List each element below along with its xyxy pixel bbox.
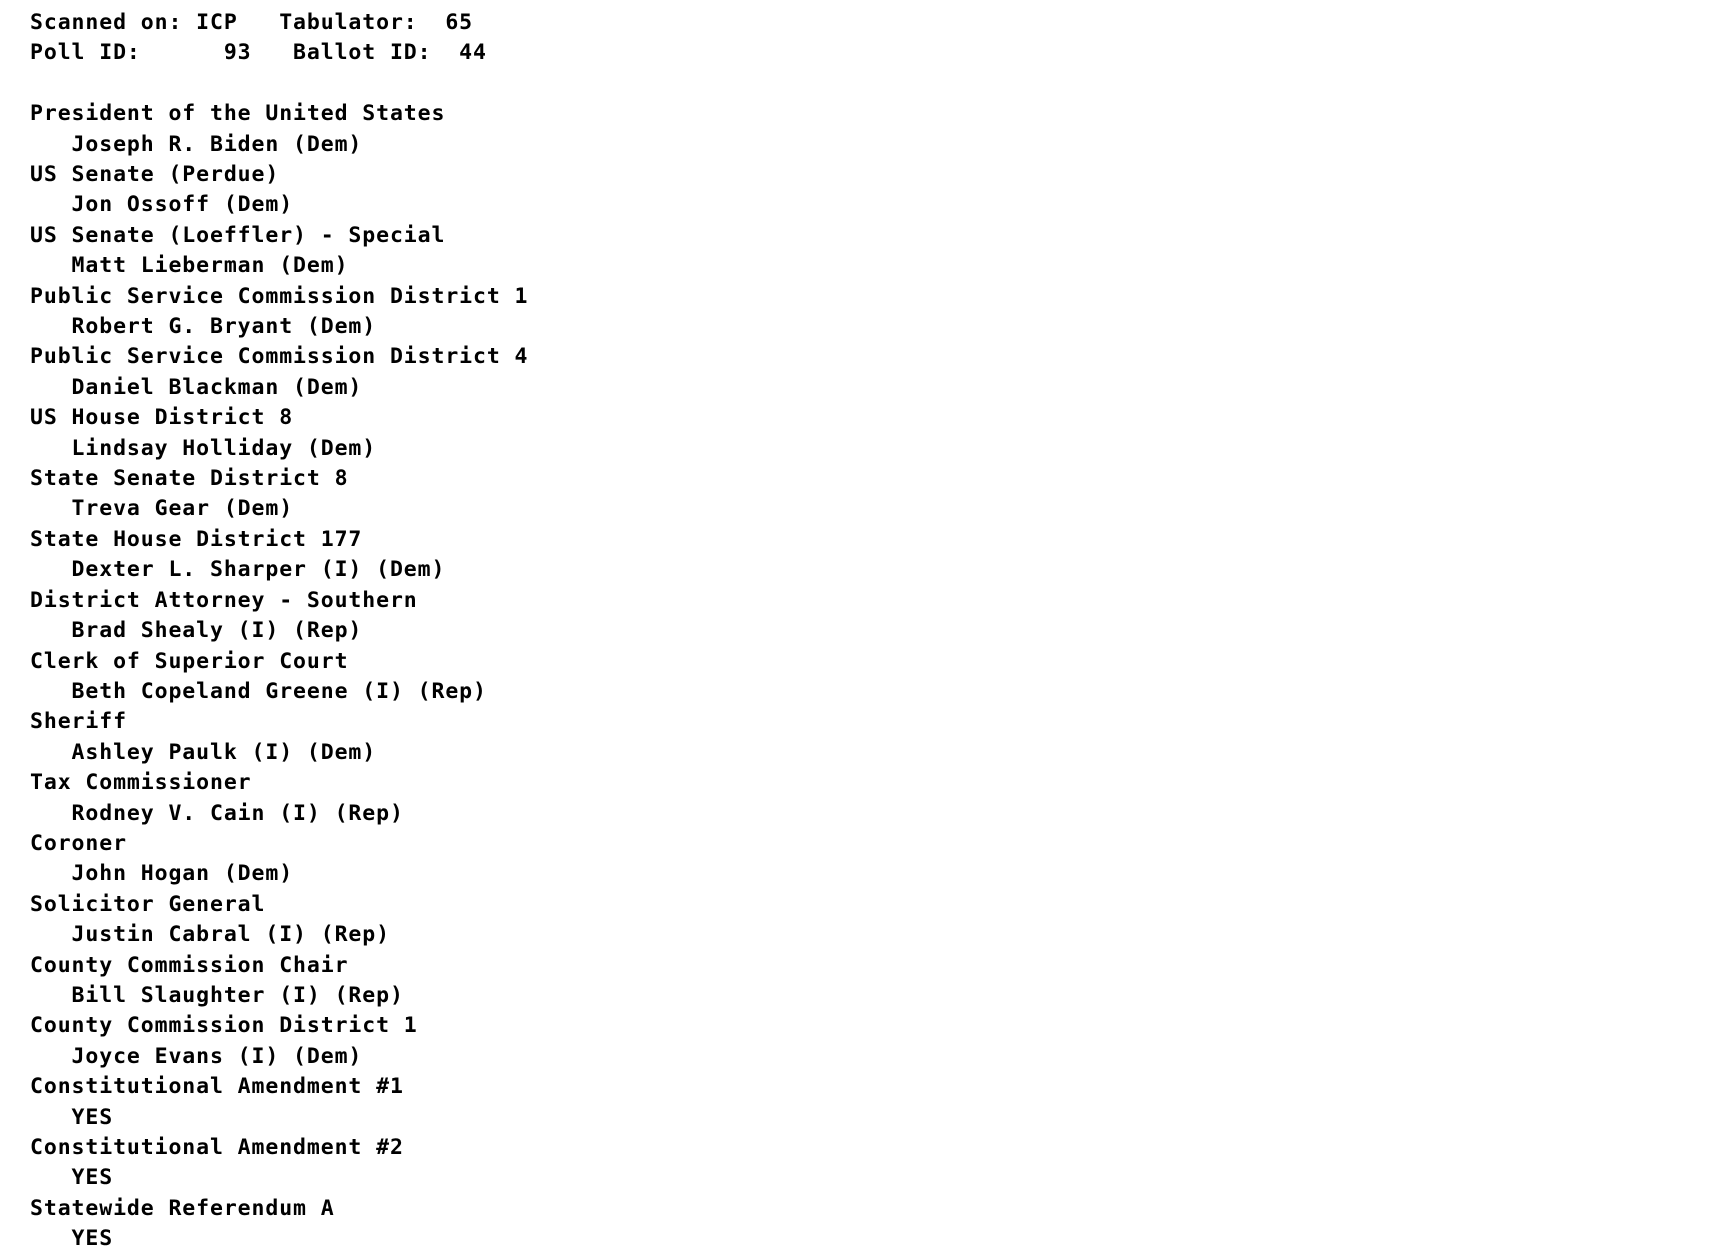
contest-title: State House District 177: [30, 526, 363, 552]
spacer: [30, 69, 1728, 99]
contest-selection: Dexter L. Sharper (I) (Dem): [30, 557, 446, 583]
contest-title: US House District 8: [30, 405, 294, 431]
contest-selection: YES: [30, 1104, 114, 1130]
contest-selection: Lindsay Holliday (Dem): [30, 435, 377, 461]
contest-title: US Senate (Perdue): [30, 162, 280, 188]
contest-selection: Matt Lieberman (Dem): [30, 253, 349, 279]
contest-selection: Rodney V. Cain (I) (Rep): [30, 800, 404, 826]
contest-title: County Commission District 1: [30, 1013, 418, 1039]
contest-title: President of the United States: [30, 101, 446, 127]
contest-title: Public Service Commission District 1: [30, 283, 529, 309]
scan-info-line: Scanned on: ICP Tabulator: 65: [30, 10, 474, 35]
contest-selection: Beth Copeland Greene (I) (Rep): [30, 678, 487, 704]
contest-selection: Joseph R. Biden (Dem): [30, 131, 363, 157]
contest-title: Tax Commissioner: [30, 770, 252, 796]
contest-title: Sheriff: [30, 709, 127, 735]
contest-selection: Daniel Blackman (Dem): [30, 374, 363, 400]
contest-selection: Bill Slaughter (I) (Rep): [30, 982, 404, 1008]
contest-title: Coroner: [30, 830, 127, 856]
contest-title: Clerk of Superior Court: [30, 648, 349, 674]
contest-title: State Senate District 8: [30, 466, 349, 492]
contest-title: Solicitor General: [30, 891, 266, 917]
contest-title: County Commission Chair: [30, 952, 349, 978]
contest-selection: Justin Cabral (I) (Rep): [30, 922, 390, 948]
contest-title: Constitutional Amendment #2: [30, 1135, 404, 1161]
contest-selection: Treva Gear (Dem): [30, 496, 294, 522]
contest-selection: Brad Shealy (I) (Rep): [30, 618, 363, 644]
poll-ballot-id-line: Poll ID: 93 Ballot ID: 44: [30, 40, 487, 66]
contest-title: Public Service Commission District 4: [30, 344, 529, 370]
contest-title: Constitutional Amendment #1: [30, 1074, 404, 1100]
contest-selection: YES: [30, 1165, 114, 1191]
contest-title: District Attorney - Southern: [30, 587, 418, 613]
contest-selection: Robert G. Bryant (Dem): [30, 314, 377, 340]
contest-selection: YES: [30, 1226, 114, 1252]
contest-selection: Joyce Evans (I) (Dem): [30, 1043, 363, 1069]
contest-title: Statewide Referendum A: [30, 1195, 335, 1221]
contest-list: [30, 99, 1728, 1254]
contest-title: US Senate (Loeffler) - Special: [30, 222, 446, 248]
contest-selection: Jon Ossoff (Dem): [30, 192, 294, 218]
contest-selection: Ashley Paulk (I) (Dem): [30, 739, 377, 765]
contest-selection: John Hogan (Dem): [30, 861, 294, 887]
